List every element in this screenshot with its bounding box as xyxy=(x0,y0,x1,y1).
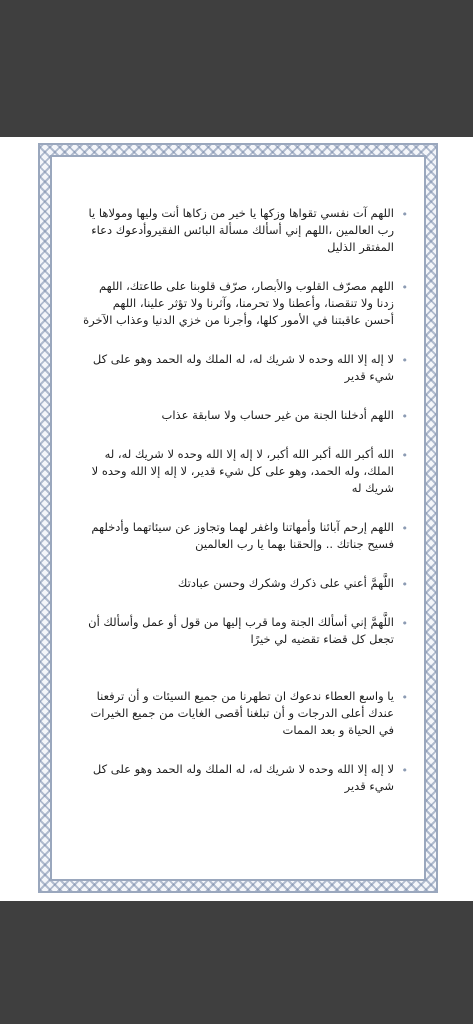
list-item xyxy=(82,614,408,648)
list-item-text: اللَّهمَّ إني أسألك الجنة وما قرب إليها من قول أو عمل وأسألك أن تجعل كل قضاء تقضيه لي خيرًا xyxy=(88,615,394,646)
list-item xyxy=(82,446,408,497)
bullet-icon: • xyxy=(401,691,408,704)
bullet-icon: • xyxy=(401,578,408,591)
list-item xyxy=(82,351,408,385)
bullet-icon: • xyxy=(401,208,408,221)
document-page xyxy=(0,137,473,901)
list-item-text: اللَّهمَّ أعني على ذكرك وشكرك وحسن عبادتك xyxy=(177,576,394,590)
list-item xyxy=(82,761,408,795)
list-item xyxy=(82,407,408,424)
bullet-icon: • xyxy=(401,522,408,535)
bullet-icon: • xyxy=(401,410,408,423)
decorative-border-frame xyxy=(38,143,438,893)
list-item xyxy=(82,519,408,553)
list-item xyxy=(82,205,408,256)
bullet-icon: • xyxy=(401,617,408,630)
list-item-text: الله أكبر الله أكبر الله أكبر، لا إله إلا الله وحده لا شريك له، له الملك، وله الحمد، وهو على كل شيء قدير، لا إله إلا الله وحده لا شريك له xyxy=(91,447,394,495)
list-item-text: اللهم أدخلنا الجنة من غير حساب ولا سابقة عذاب xyxy=(161,408,394,422)
list-item-text: اللهم مصرّف القلوب والأبصار، صرّف قلوبنا على طاعتك، اللهم زدنا ولا تنقصنا، وأعطنا ولا تحرمنا، وآثرنا ولا تؤثر علينا، اللهم أحسن عاقبتنا في الأمور كلها، وأجرنا من خزي الدنيا وعذاب الآخرة xyxy=(83,279,394,327)
bullet-icon: • xyxy=(401,764,408,777)
list-item-text: لا إله إلا الله وحده لا شريك له، له الملك وله الحمد وهو على كل شيء قدير xyxy=(92,352,394,383)
bullet-icon: • xyxy=(401,354,408,367)
document-body xyxy=(50,155,426,881)
dua-list xyxy=(82,205,408,817)
list-item xyxy=(82,575,408,592)
list-item-text: يا واسع العطاء ندعوك ان تطهرنا من جميع السيئات و أن ترفعنا عندك أعلى الدرجات و أن تبلغنا أقصى الغايات من جميع الخيرات في الحياة و بعد الممات xyxy=(90,689,394,737)
list-item-text: لا إله إلا الله وحده لا شريك له، له الملك وله الحمد وهو على كل شيء قدير xyxy=(92,762,394,793)
list-item xyxy=(82,688,408,739)
list-item-text: اللهم آت نفسي تقواها وزكها يا خير من زكاها أنت وليها ومولاها يا رب العالمين ،اللهم إني أسألك مسألة البائس الفقيروأدعوك دعاء المفتقر الذليل xyxy=(88,206,394,254)
bullet-icon: • xyxy=(401,449,408,462)
list-item-text: اللهم إرحم آبائنا وأمهاتنا واغفر لهما وتجاوز عن سيئاتهما وأدخلهم فسيح جناتك .. وإلحقنا بهما يا رب العالمين xyxy=(91,520,394,551)
list-item xyxy=(82,278,408,329)
bullet-icon: • xyxy=(401,281,408,294)
